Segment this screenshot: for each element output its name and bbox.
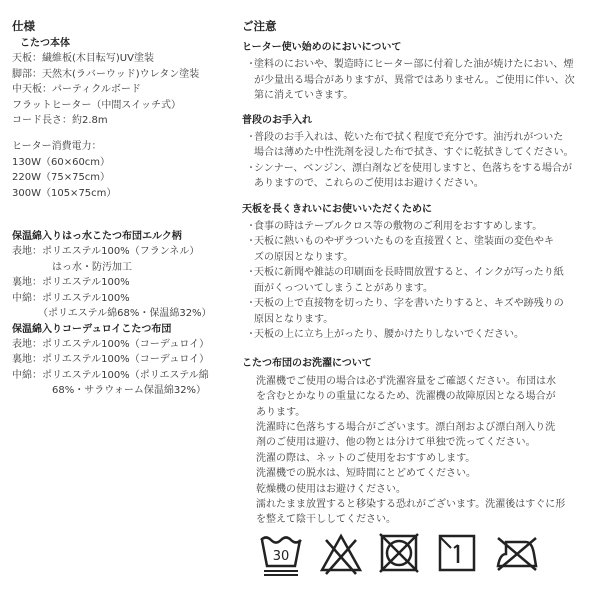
wash-line: を整えて陰干ししてください。 <box>256 514 396 526</box>
wash-title: こたつ布団のお洗濯について <box>242 358 372 370</box>
caution-title: ご注意 <box>242 19 277 33</box>
wash-line: 洗濯の際は、ネットのご使用をおすすめします。 <box>256 452 476 464</box>
wash-line: 濡れたまま放置すると移染する恐れがございます。洗濯後はすぐに形 <box>256 498 566 510</box>
bullet-item <box>242 296 592 327</box>
futon1-title: 保温綿入りはっ水こたつ布団エルク柄 <box>12 231 182 243</box>
spec-line: 68%・サラウォーム保温綿32%） <box>52 385 207 397</box>
bullet-line: 面がくっついてしまうことがあります。 <box>254 282 433 294</box>
no-iron-icon <box>492 530 542 578</box>
bullet-item <box>242 130 592 161</box>
smell-text <box>242 57 592 103</box>
kotatsu-title: こたつ本体 <box>20 38 70 49</box>
bullet-line: シンナー、ベンジン、漂白剤などを使用しますと、色落ちをする場合が <box>254 162 573 174</box>
spec-line: 中天板：パーティクルボード <box>12 84 141 96</box>
no-bleach-icon <box>318 530 364 578</box>
smell-bullet <box>242 57 592 103</box>
wash-tub-icon <box>258 530 304 578</box>
bullet-line: 天板の上に立ち上がったり、腰かけたりしないでください。 <box>254 328 524 340</box>
wash-line: 乾燥機の使用はお避けください。 <box>256 483 406 495</box>
spec-line: 220W（75×75cm） <box>12 172 111 184</box>
care-list <box>242 130 592 192</box>
bullet-item <box>242 265 592 296</box>
wash-line: 剤のご使用は避け、他の物とは分けて単独で洗ってください。 <box>256 437 536 449</box>
spec-line: 表地：ポリエステル100%（コーデュロイ） <box>12 338 210 350</box>
spec-line: コード長さ：約2.8m <box>12 115 108 127</box>
futon2-spec-list <box>12 337 230 399</box>
spec-line: 中綿：ポリエステル100%（ポリエステル綿 <box>12 369 209 381</box>
wash-line: を含むとかなりの重量になるため、洗濯機の故障原因となる場合が <box>256 391 556 403</box>
top-list <box>242 219 592 342</box>
spec-line: 裏地：ポリエステル100%（コーデュロイ） <box>12 354 210 366</box>
spec-column <box>12 18 230 399</box>
spec-line: 130W（60×60cm） <box>12 156 111 168</box>
power-title: ヒーター消費電力： <box>12 141 102 153</box>
wash-list <box>242 374 592 528</box>
wash-line: 洗濯機での脱水は、短時間にとどめてください。 <box>256 468 476 480</box>
care-symbols <box>258 530 578 580</box>
top-title: 天板を長くきれいにお使いいただくために <box>242 203 432 215</box>
smell-line: が少量出る場合がありますが、異常ではありません。ご使用に伴い、次 <box>254 74 575 86</box>
shade-dry-icon <box>434 530 480 578</box>
bullet-line: 場合は薄めた中性洗剤を浸した布で拭き、すぐに乾拭きしてください。 <box>254 147 574 159</box>
spec-line: 脚部：天然木(ラバーウッド)ウレタン塗装 <box>12 68 200 80</box>
spec-line: 天板：繊維板(木目転写)UV塗装 <box>12 53 154 65</box>
bullet-item <box>242 161 592 192</box>
kotatsu-spec-list <box>12 51 230 128</box>
bullet-line: 食事の時はテーブルクロス等の敷物のご利用をおすすめします。 <box>254 221 543 233</box>
wash-line: 洗濯時に色落ちする場合がございます。漂白剤および漂白剤入り洗 <box>256 421 556 433</box>
bullet-item <box>242 327 592 342</box>
spec-line: 300W（105×75cm） <box>12 187 117 199</box>
spec-line: 表地：ポリエステル100%（フランネル） <box>12 246 200 258</box>
wash-line: あります。 <box>256 406 306 418</box>
futon2-title: 保温綿入りコーデュロイこたつ布団 <box>12 323 172 335</box>
bullet-item <box>242 219 592 234</box>
bullet-line: 天板に新聞や雑誌の印刷面を長時間放置すると、インクが写ったり紙 <box>254 267 564 279</box>
bullet-item <box>242 234 592 265</box>
bullet-line: 天板の上で直接物を切ったり、字を書いたりすると、キズや跡残りの <box>254 298 564 310</box>
smell-title: ヒーター使い始めのにおいについて <box>242 42 402 53</box>
spec-line: フラットヒーター（中間スイッチ式） <box>12 99 181 111</box>
futon1-spec-list <box>12 244 230 321</box>
spec-line: はっ水・防汚加工 <box>52 261 132 273</box>
power-list <box>12 155 230 201</box>
spec-line: 裏地：ポリエステル100% <box>12 277 130 289</box>
spec-line: 中綿：ポリエステル100% <box>12 292 130 304</box>
smell-line: 第に消えていきます。 <box>254 90 354 102</box>
caution-column <box>242 18 592 528</box>
smell-line: 塗料のにおいや、製造時にヒーター部に付着した油が焼けたにおい、煙 <box>254 59 574 71</box>
bullet-line: 普段のお手入れは、乾いた布で拭く程度で充分です。油汚れがついた <box>254 132 564 144</box>
bullet-line: 天板に熱いものやザラついたものを直接置くと、塗装面の変色やキ <box>254 236 554 248</box>
spec-line: （ポリエステル綿68%・保温綿32%） <box>38 308 212 320</box>
bullet-line: ズの原因となります。 <box>254 251 354 263</box>
care-title: 普段のお手入れ <box>242 114 312 126</box>
wash-line: 洗濯機でご使用の場合は必ず洗濯容量をご確認ください。布団は水 <box>256 375 556 387</box>
bullet-line: 原因となります。 <box>254 313 334 325</box>
spec-title: 仕様 <box>12 19 35 33</box>
wash-temp-label: 30 <box>272 549 290 564</box>
no-tumble-dry-icon <box>376 530 422 578</box>
bullet-line: ありますので、これらのご使用はお避けください。 <box>254 178 484 190</box>
